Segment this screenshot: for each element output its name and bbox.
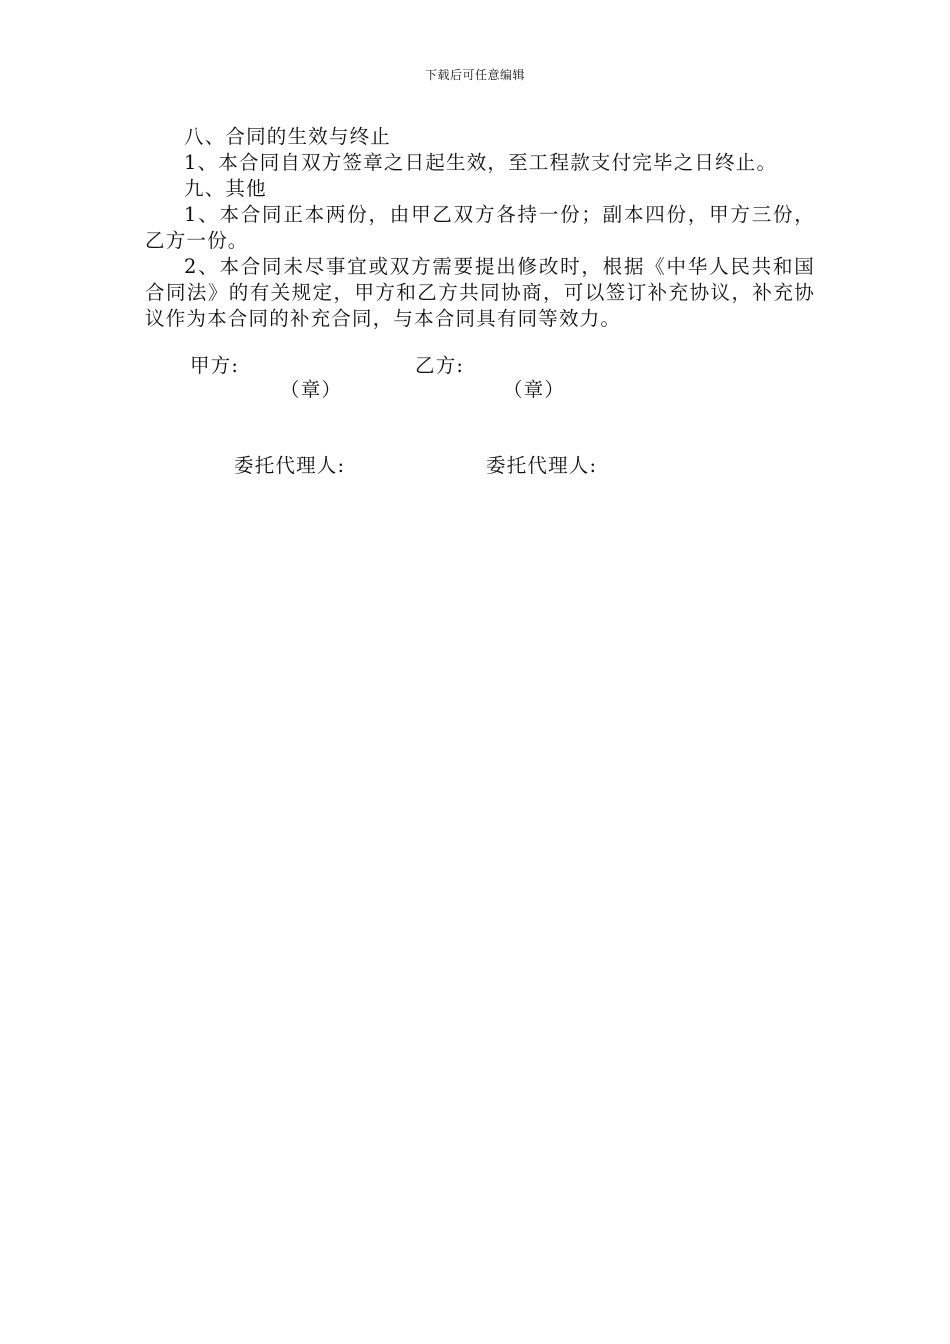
page-header-note: 下载后可任意编辑 — [424, 68, 525, 82]
party-a-seal: （章） — [280, 378, 343, 401]
clause-other-1: 1、本合同正本两份，由甲乙双方各持一份；副本四份，甲方三份，乙方一份。 — [145, 203, 815, 252]
clause-other-2: 2、本合同未尽事宜或双方需要提出修改时，根据《中华人民共和国合同法》的有关规定，甲方和乙方共同协商，可以签订补充协议，补充协议作为本合同的补充合同，与本合同具有同等效力。 — [145, 255, 815, 330]
party-b-agent-label: 委托代理人: — [486, 454, 598, 477]
party-b-label: 乙方: — [415, 354, 465, 377]
party-a-agent-label: 委托代理人: — [234, 454, 346, 477]
party-b-seal: （章） — [503, 378, 566, 401]
section-heading-effect-termination: 八、合同的生效与终止 — [184, 125, 392, 148]
party-a-label: 甲方: — [190, 354, 240, 377]
contract-body — [145, 124, 815, 332]
clause-effect-termination-1: 1、本合同自双方签章之日起生效，至工程款支付完毕之日终止。 — [184, 151, 778, 174]
section-heading-other: 九、其他 — [184, 177, 267, 200]
